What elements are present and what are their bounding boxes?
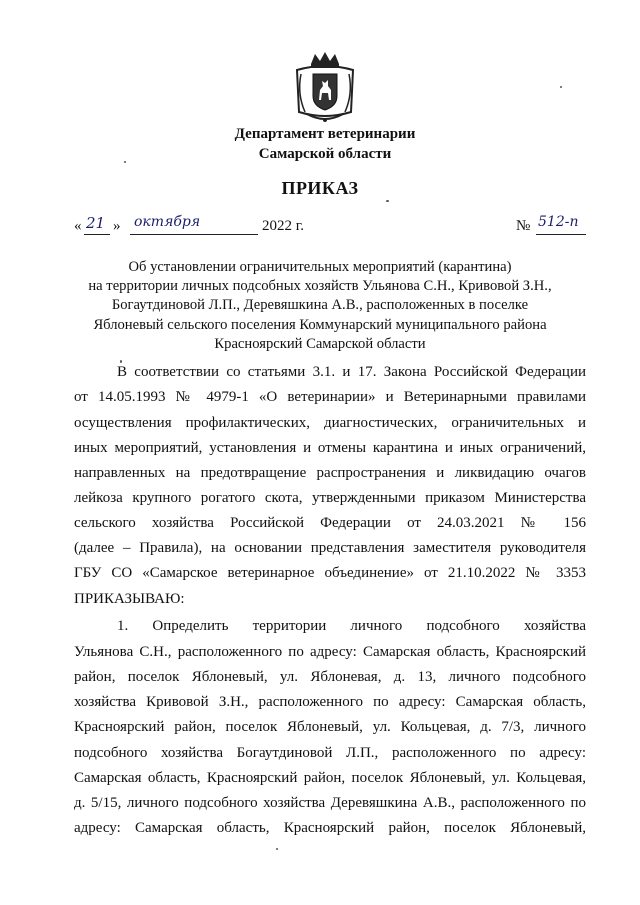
scan-speck <box>120 360 122 363</box>
subject-line: Яблоневый сельского поселения Коммунарский муниципального района <box>93 316 547 333</box>
subject-line: Об установлении ограничительных мероприятий (карантина) <box>128 259 512 275</box>
body-line: Красноярский район, поселок Яблоневый, ул. Кольцевая, д. 7/3, личного <box>74 719 586 735</box>
body-line: хозяйства Кривовой З.Н., расположенного по адресу: Самарская область, <box>74 694 586 710</box>
date-close-quote: » <box>113 218 121 234</box>
body-line: осуществления профилактических, диагностических, ограничительных и <box>74 415 586 431</box>
department-name-line1: Департамент ветеринарии <box>234 126 416 142</box>
body-line: от 14.05.1993 № 4979-1 «О ветеринарии» и Ветеринарными правилами <box>74 389 586 405</box>
body-line: Ульянова С.Н., расположенного по адресу: Самарская область, Красноярский <box>74 644 586 660</box>
body-line: лейкоза крупного рогатого скота, утвержденными приказом Министерства <box>74 490 586 506</box>
samara-coat-of-arms-icon <box>293 50 357 126</box>
body-line: адресу: Самарская область, Красноярский район, поселок Яблоневый, <box>74 820 586 836</box>
handwritten-order-number: 512-п <box>538 214 579 230</box>
scan-speck <box>386 200 389 202</box>
subject-line: на территории личных подсобных хозяйств Ульянова С.Н., Кривовой З.Н., <box>88 278 552 295</box>
body-line: район, поселок Яблоневый, ул. Яблоневая, д. 13, личного подсобного <box>74 669 586 685</box>
body-line: подсобного хозяйства Богаутдиновой Л.П., расположенного по адресу: <box>74 745 586 761</box>
body-line: В соответствии со статьями 3.1. и 17. Закона Российской Федерации <box>117 364 586 380</box>
date-open-quote: « <box>74 218 82 234</box>
month-underline <box>130 234 258 235</box>
body-line: направленных на предотвращение распространения и ликвидацию очагов <box>74 465 586 481</box>
subject-line: Богаутдиновой Л.П., Деревяшкина А.В., расположенных в поселке <box>111 297 529 314</box>
body-line: ГБУ СО «Самарское ветеринарное объединение» от 21.10.2022 № 3353 <box>74 565 586 581</box>
department-name-line2: Самарской области <box>258 146 392 162</box>
scan-speck <box>560 86 562 88</box>
body-line: д. 5/15, личного подсобного хозяйства Деревяшкина А.В., расположенного по <box>74 795 586 811</box>
body-line-orders: ПРИКАЗЫВАЮ: <box>74 591 185 607</box>
document-title: ПРИКАЗ <box>281 178 359 198</box>
day-underline <box>84 234 110 235</box>
body-line: 1. Определить территории личного подсобного хозяйства <box>117 618 586 634</box>
body-line: иных мероприятий, установления и отмены карантина и иных ограничений, <box>74 440 586 456</box>
body-line: (далее – Правила), на основании представления заместителя руководителя <box>74 540 586 556</box>
number-underline <box>536 234 586 235</box>
handwritten-day: 21 <box>86 214 106 232</box>
document-year: 2022 г. <box>262 218 304 234</box>
scan-speck <box>124 161 126 163</box>
body-line: сельского хозяйства Российской Федерации от 24.03.2021 № 156 <box>74 515 586 531</box>
number-label: № <box>516 218 531 234</box>
scan-speck <box>276 848 278 850</box>
handwritten-month: октября <box>134 214 201 230</box>
body-line: Самарская область, Красноярский район, поселок Яблоневый, ул. Кольцевая, <box>74 770 586 786</box>
subject-line: Красноярский Самарской области <box>214 335 426 352</box>
order-subject <box>60 258 580 354</box>
